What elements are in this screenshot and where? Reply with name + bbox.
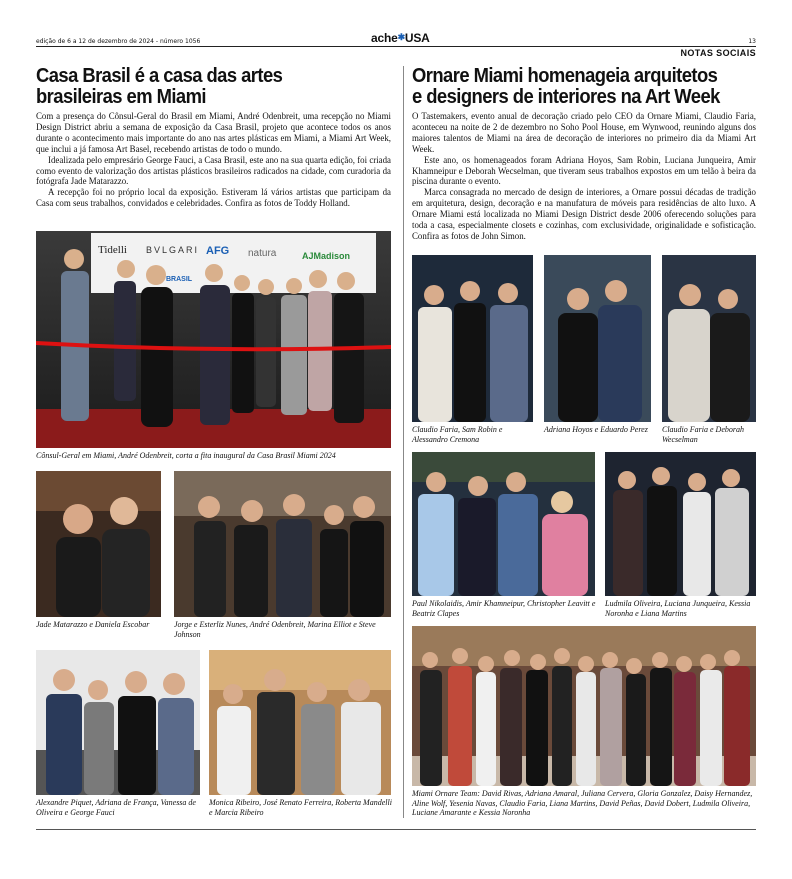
left-paragraph-3: A recepção foi no próprio local da exposição. Estiveram lá vários artistas que participam da Casa com seus trabalhos, convidados e celebridades. Confira as fotos de Toddy Holland. [36,187,391,209]
right-paragraph-1: O Tastemakers, evento anual de decoração criado pelo CEO da Ornare Miami, Claudio Faria, aconteceu na noite de 2 de dezembro no Soho Pool House, em Wynwood, reunindo alguns dos maiores talentos de Miami na área de decoração de interiores no primeiro dia da Miami Art Week. [412,111,756,154]
caption-alexandre-group: Alexandre Piquet, Adriana de França, Vanessa de Oliveira e George Fauci [36,798,196,817]
caption-jade-daniela: Jade Matarazzo e Daniela Escobar [36,620,150,629]
left-article-title [36,66,395,108]
left-title-line-1: Casa Brasil é a casa das artes [36,65,283,87]
photo-jade-daniela [36,471,161,617]
photo-paul-group [412,452,595,596]
header-rule [36,46,756,47]
caption-claudio-sam: Claudio Faria, Sam Robin e Alessandro Cremona [412,425,503,444]
backdrop-logo-bvlgari: BVLGARI [146,245,200,255]
backdrop-logo-brasil: BRASIL [166,276,193,283]
column-divider [403,66,404,818]
left-title-line-2: brasileiras em Miami [36,86,206,108]
photo-monica-group [209,650,391,795]
photo-ludmila-group [605,452,756,596]
photo-jorge-group [174,471,391,617]
photo-ornare-team [412,626,756,786]
photo-ribbon-cutting [36,231,391,448]
photo-adriana-eduardo [544,255,651,422]
photo-claudio-sam [412,255,533,422]
backdrop-logo-natura: natura [248,248,277,259]
newspaper-logo [371,31,430,45]
backdrop-logo-afg: AFG [206,245,230,257]
photo-claudio-deborah [662,255,756,422]
caption-ornare-team: Miami Ornare Team: David Rivas, Adriana Amaral, Juliana Cervera, Gloria Gonzalez, Daisy Hernandez, Aline Wolf, Yesenia Navas, Claudio Faria, Liana Martins, David Peñas, David Dobert, Ludmila Oliveira, Luciane Amarante e Kessia Noronha [412,789,753,818]
backdrop-logo-tidelli: Tidelli [98,244,127,256]
right-paragraph-2: Este ano, os homenageados foram Adriana Hoyos, Sam Robin, Luciana Junqueira, Amir Khamneipur e Deborah Wecselman, que tiveram seus trabalhos expostos em um telão à beira da piscina durante o evento. [412,154,756,187]
backdrop-logo-ajmadison: AJMadison [302,251,351,261]
page-header [36,31,756,46]
caption-paul-group: Paul Nikolaidis, Amir Khamneipur, Christopher Leavitt e Beatriz Clapes [412,599,596,618]
right-paragraph-3: Marca consagrada no mercado de design de interiores, a Ornare possui décadas de tradição em arquitetura, design, decoração e na manufatura de móveis para residências de alto luxo. A Ornare Miami está localizada no Miami Design District desde 2006 oferecendo soluções para toda a casa, especialmente closets e cozinhas, com exclusividade, originalidade e sofisticação. Confira as fotos de John Simon. [412,187,756,241]
right-article-body [412,111,756,242]
edition-line: edição de 6 a 12 de dezembro de 2024 - número 1056 [36,38,201,45]
footer-rule [36,829,756,830]
right-title-line-2: e designers de interiores na Art Week [412,86,720,108]
left-paragraph-1: Com a presença do Cônsul-Geral do Brasil em Miami, André Odenbreit, uma recepção no Miami Design District abriu a semana de exposição da Casa Brasil, projeto que acontece todos os anos durante o acontecimento mais importante do ano nas artes plásticas em Miami, a Miami Art Week, que inclui a já famosa Art Basel, recebendo artistas de todo o mundo. [36,111,391,154]
left-paragraph-2: Idealizada pelo empresário George Fauci, a Casa Brasil, este ano na sua quarta edição, foi criada como evento de valorização dos artistas plásticos brasileiros radicados na cidade, com curadoria da fotógrafa Jade Matarazzo. [36,154,391,187]
photo-alexandre-group [36,650,200,795]
page-number: 13 [748,38,756,45]
section-label: NOTAS SOCIAIS [680,48,756,58]
logo-star-icon: ✱ [397,32,405,42]
caption-adriana-eduardo: Adriana Hoyos e Eduardo Perez [544,425,648,434]
caption-monica-group: Monica Ribeiro, José Renato Ferreira, Roberta Mandelli e Marcia Ribeiro [209,798,392,817]
caption-ribbon-cutting: Cônsul-Geral em Miami, André Odenbreit, corta a fita inaugural da Casa Brasil Miami 2024 [36,451,336,460]
logo-text: ache [371,31,398,45]
left-article-body [36,111,391,209]
caption-jorge-group: Jorge e Esterliz Nunes, André Odenbreit, Marina Elliot e Steve Johnson [174,620,376,639]
caption-claudio-deborah: Claudio Faria e Deborah Wecselman [662,425,744,444]
right-title-line-1: Ornare Miami homenageia arquitetos [412,65,718,87]
right-article-title [412,66,771,108]
caption-ludmila-group: Ludmila Oliveira, Luciana Junqueira, Kessia Noronha e Liana Martins [605,599,751,618]
logo-suffix: USA [404,31,430,45]
